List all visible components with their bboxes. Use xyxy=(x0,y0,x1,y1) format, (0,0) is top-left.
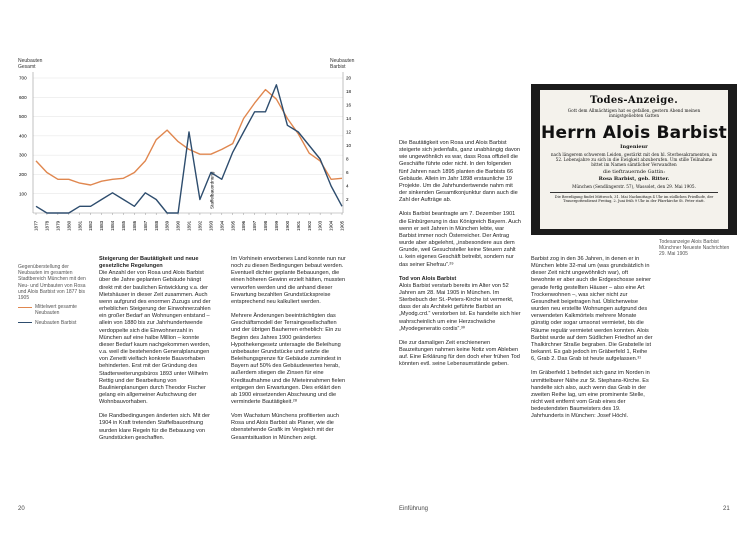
section-label: Einführung xyxy=(399,506,429,512)
x-tick-label: 1902 xyxy=(306,220,312,231)
x-tick-label: 1904 xyxy=(328,220,334,231)
left-tick-label: 500 xyxy=(19,114,27,120)
right-tick-label: 2 xyxy=(346,197,349,203)
left-tick-label: 600 xyxy=(19,94,27,100)
notice-divider xyxy=(550,192,718,193)
x-tick-label: 1897 xyxy=(252,220,258,231)
x-tick-label: 1884 xyxy=(110,220,116,231)
x-tick-label: 1900 xyxy=(284,220,290,231)
right-axis-label: Neubauten Barbist xyxy=(330,58,355,71)
x-tick-label: 1880 xyxy=(66,220,72,231)
x-tick-label: 1883 xyxy=(99,220,105,231)
notice-intro: Gott dem Allmächtigen hat es gefallen, gestern Abend meinen innigstgeliebten Gatten xyxy=(567,108,701,118)
legend-label-total: Mittelwert gesamte Neubauten xyxy=(35,304,77,317)
x-tick-label: 1901 xyxy=(295,220,301,231)
notice-name: Herrn Alois Barbist xyxy=(541,123,727,143)
chart-caption xyxy=(18,264,86,326)
x-tick-label: 1878 xyxy=(44,220,50,231)
legend-item-barbist xyxy=(18,320,86,326)
x-tick-label: 1889 xyxy=(164,220,170,231)
death-notice-image xyxy=(531,84,737,235)
paragraph: Die Randbedingungen änderten sich. Mit der 1904 in Kraft tretenden Staffelbauordnung wurden klare Regeln für die Bebauung von Grundstücken geschaffen. xyxy=(99,413,211,441)
notice-title: Todes-Anzeige. xyxy=(589,95,678,106)
left-axis-label: Neubauten Gesamt xyxy=(18,58,43,71)
paragraph: Die zur damaligen Zeit erschienenen Bauzeitungen nahmen keine Notiz vom Ableben auf. Eine Erklärung für den doch eher frühen Tod könnten evtl. seine Lebensumstände geben. xyxy=(399,339,520,368)
legend-swatch-orange xyxy=(18,307,32,308)
left-tick-label: 400 xyxy=(19,133,27,139)
x-tick-label: 1895 xyxy=(230,220,236,231)
x-tick-label: 1899 xyxy=(274,220,280,231)
line-chart xyxy=(0,0,360,240)
right-tick-label: 18 xyxy=(346,89,352,95)
x-tick-label: 1898 xyxy=(263,220,269,231)
x-tick-label: 1877 xyxy=(33,220,39,231)
paragraph: Im Vorhinein erworbenes Land konnte nun nur noch zu diesen Bedingungen bebaut werden. Eventuell dichter geplante Bebauungen, die einen höheren Gewinn erzielt hätten, mussten verworfen werden und die anhand dieser Erwartung bezahlten Grundstückspreise entsprechend neu kalkuliert werden. xyxy=(231,256,346,305)
paragraph: Alois Barbist verstarb bereits im Alter von 52 Jahren am 28. Mai 1905 in München. Im Sterbebuch der St.-Peters-Kirche ist vermerkt, dass der als Architekt geführte Barbist an „Myodg.crd.“ verstorben ist. Es handelte sich hier wahrscheinlich um eine Herzschwäche „Myodegeneratio cordis“.³⁰ xyxy=(399,282,521,332)
x-tick-label: 1905 xyxy=(339,220,345,231)
notice-caption-line: Todesanzeige Alois Barbist xyxy=(659,239,719,245)
paragraph: Die Anzahl der von Rosa und Alois Barbist über die Jahre geplanten Gebäude hängt direkt mit der baulichen Entwicklung v.a. der Mietshäuser in dieser Zeit zusammen. Auch wenn aufgrund des enormen Zuzugs und der erheblichen Steigerung der Einwohnerzahlen ein großer Bedarf an Wohnungen entstand – allein von 1880 bis zur Jahrhundertwende verdoppelte sich die Einwohnerzahl in München auf eine halbe Million – konnte dieser Bedarf kaum nachgekommen werden, v.a. weil die bestehenden Generalplanungen von Zenetti vielfach konkrete Bauvorhaben behinderten. Erst mit der Gründung des Stadterweiterungsbüros 1893 unter Wilhelm Rettig und der Bearbeitung von Baulinienplanungen durch Theodor Fischer gelang ein allgemeiner Aufschwung der Wohnbauvorhaben. xyxy=(99,270,211,406)
section-heading-growth: Steigerung der Bautätigkeit und neue gesetzliche Regelungen xyxy=(99,256,199,270)
left-tick-label: 100 xyxy=(19,191,27,197)
left-tick-label: 200 xyxy=(19,172,27,178)
notice-sign-intro: die tieftrauernde Gattin: xyxy=(602,169,666,175)
series-line-total xyxy=(36,90,342,185)
notice-footer: Die Beerdigung findet Mittwoch, 31. Mai Nachmittags 4 Uhr im südlichen Friedhofe, der Trauergottesdienst Freitag, 2. Juni früh 9 Uhr in der Pfarrkirche St. Peter statt. xyxy=(554,195,714,204)
x-tick-label: 1890 xyxy=(175,220,181,231)
notice-place-date: München (Sendlingerstr. 57), Wassolet, den 29. Mai 1905. xyxy=(572,184,696,189)
paragraph: Im Gräberfeld 1 befindet sich ganz im Norden in unmittelbarer Nähe zur St. Stephans-Kirche. Es handelte sich also, auch wenn das Grab in der zweiten Reihe lag, um eine prominente Stelle, nicht weit entfernt vom Grab eines der bedeutendsten Baumeisters des 19. Jahrhunderts in München: Josef Höchl. xyxy=(531,370,650,420)
right-tick-label: 6 xyxy=(346,170,349,176)
paragraph: Barbist zog in den 36 Jahren, in denen er in München lebte 32-mal um (was grundsätzlich in dieser Zeit nicht ungewöhnlich war), oft bewohnte er aber auch die Erdgeschosse seiner gerade fertig gestellten Häuser – also eine Art Trockenwohnen –, was sicher nicht zur Gesundheit beigetragen hat. Üblicherweise wurden neu erstellte Wohnungen aufgrund des verwendeten Kalkmörtels mehrere Monate günstig oder sogar umsonst vermietet, bis die Räume regulär vermietet werden konnten. Alois Barbist wurde auf dem Südlichen Friedhof an der Thalkirchner Straße begraben. Die Grabstelle ist bekannt. Es gab jedoch im Gräberfeld 1, Reihe 6, Grab 2. Das Grab ist heute aufgelassen.³¹ xyxy=(531,256,653,363)
x-tick-label: 1891 xyxy=(186,220,192,231)
section-heading-death: Tod von Alois Barbist xyxy=(399,275,457,282)
x-tick-label: 1896 xyxy=(241,220,247,231)
annotation-label: Staffelbauordnung xyxy=(209,171,215,209)
right-tick-label: 14 xyxy=(346,116,352,122)
right-tick-label: 10 xyxy=(346,143,352,149)
left-tick-label: 700 xyxy=(19,75,27,81)
paragraph: Die Bautätigkeit von Rosa und Alois Barbist steigerte sich jedenfalls, ganz unabhängig davon wie ungewöhnlich es war, dass Rosa offiziell die Geschäfte führte oder nicht. In den folgenden fünf Jahren nach 1895 planten die Barbists 66 Gebäude. Allein im Jahr 1898 erstaunliche 19 Projekte. Um die Jahrhundertwende nahm mit der sinkenden Gesamtkonjunktur dann auch die Zahl der Aufträge ab. xyxy=(399,140,520,204)
notice-sign-name: Rosa Barbist, geb. Ritter. xyxy=(598,176,670,182)
x-tick-label: 1892 xyxy=(197,220,203,231)
paragraph: Alois Barbist beantragte am 7. Dezember 1901 die Einbürgerung in das Königreich Bayern. Auch wenn er seit Jahren in München lebte, war Barbist immer noch Österreicher. Der Antrag wurde aber abgelehnt, „insbesondere aus dem Grunde, weil Gesuchsteller keine Steuern zahlt u. kein eigenes Geschäft betreibt, sondern nur das seiner Ehefrau“.²⁹ xyxy=(399,211,521,268)
left-tick-label: 300 xyxy=(19,152,27,158)
notice-caption-line: Münchner Neueste Nachrichten xyxy=(659,245,730,252)
column-4 xyxy=(531,256,653,427)
x-tick-label: 1894 xyxy=(219,220,225,231)
column-3 xyxy=(399,140,521,376)
x-tick-label: 1886 xyxy=(131,220,137,231)
paragraph: Mehrere Änderungen beeinträchtigten das Geschäftsmodell der Terraingesellschaften und der übrigen Bauherren erheblich: Ein zu Beginn des Jahres 1900 geändertes Hypothekengesetz untersagte die Beleihung unbebauter Grundstücke und setzte die Beleihungsgrenze für Gebäude zumindest in Bayern auf 50% des Gebäudewertes herab, außerdem stiegen die Zinsen für eine Kreditaufnahme und die Mieteinnahmen fielen entgegen den Erwartungen. Dies erklärt den ab 1900 einsetzenden Abschwung und die verminderte Bautätigkeit.²⁸ xyxy=(231,313,346,405)
x-tick-label: 1893 xyxy=(208,220,214,231)
x-tick-label: 1881 xyxy=(77,220,83,231)
legend-item-total xyxy=(18,304,86,316)
page-number-left: 20 xyxy=(18,506,25,512)
right-tick-label: 12 xyxy=(346,129,352,135)
right-tick-label: 4 xyxy=(346,183,349,189)
paragraph: Vom Wachstum Münchens profitierten auch Rosa und Alois Barbist als Planer, wie die obenstehende Grafik im Vergleich mit der Gesamtsituation in München zeigt. xyxy=(231,413,339,441)
notice-caption-line: 29. Mai 1905 xyxy=(659,251,688,258)
x-tick-label: 1888 xyxy=(153,220,159,231)
right-tick-label: 8 xyxy=(346,156,349,162)
x-tick-label: 1882 xyxy=(88,220,94,231)
column-1 xyxy=(99,256,211,449)
x-tick-label: 1903 xyxy=(317,220,323,231)
death-notice-paper xyxy=(540,90,728,229)
notice-body: nach längerem schwerem Leiden, gestärkt mit den hl. Sterbesakramenten, im 52. Lebensjahre zu sich in die Ewigkeit abzuberufen. Um stille Teilnahme bittet im Namen sämtlicher Verwandten xyxy=(550,152,718,167)
legend-swatch-blue xyxy=(18,322,32,323)
legend-label-barbist: Neubauten Barbist xyxy=(35,319,77,326)
x-tick-label: 1885 xyxy=(121,220,127,231)
x-tick-label: 1879 xyxy=(55,220,61,231)
column-2 xyxy=(231,256,347,449)
chart-container xyxy=(0,0,360,240)
notice-profession: Ingenieur xyxy=(620,144,648,150)
chart-caption-text: Gegenüberstellung der Neubauten im gesamten Stadtbereich München mit den Neu- und Umbauten von Rosa und Alois Barbist von 1877 bis 1905 xyxy=(18,264,86,302)
right-tick-label: 20 xyxy=(346,75,352,81)
x-tick-label: 1887 xyxy=(142,220,148,231)
page-number-right: 21 xyxy=(723,506,730,512)
right-tick-label: 16 xyxy=(346,102,352,108)
notice-caption xyxy=(659,239,739,258)
